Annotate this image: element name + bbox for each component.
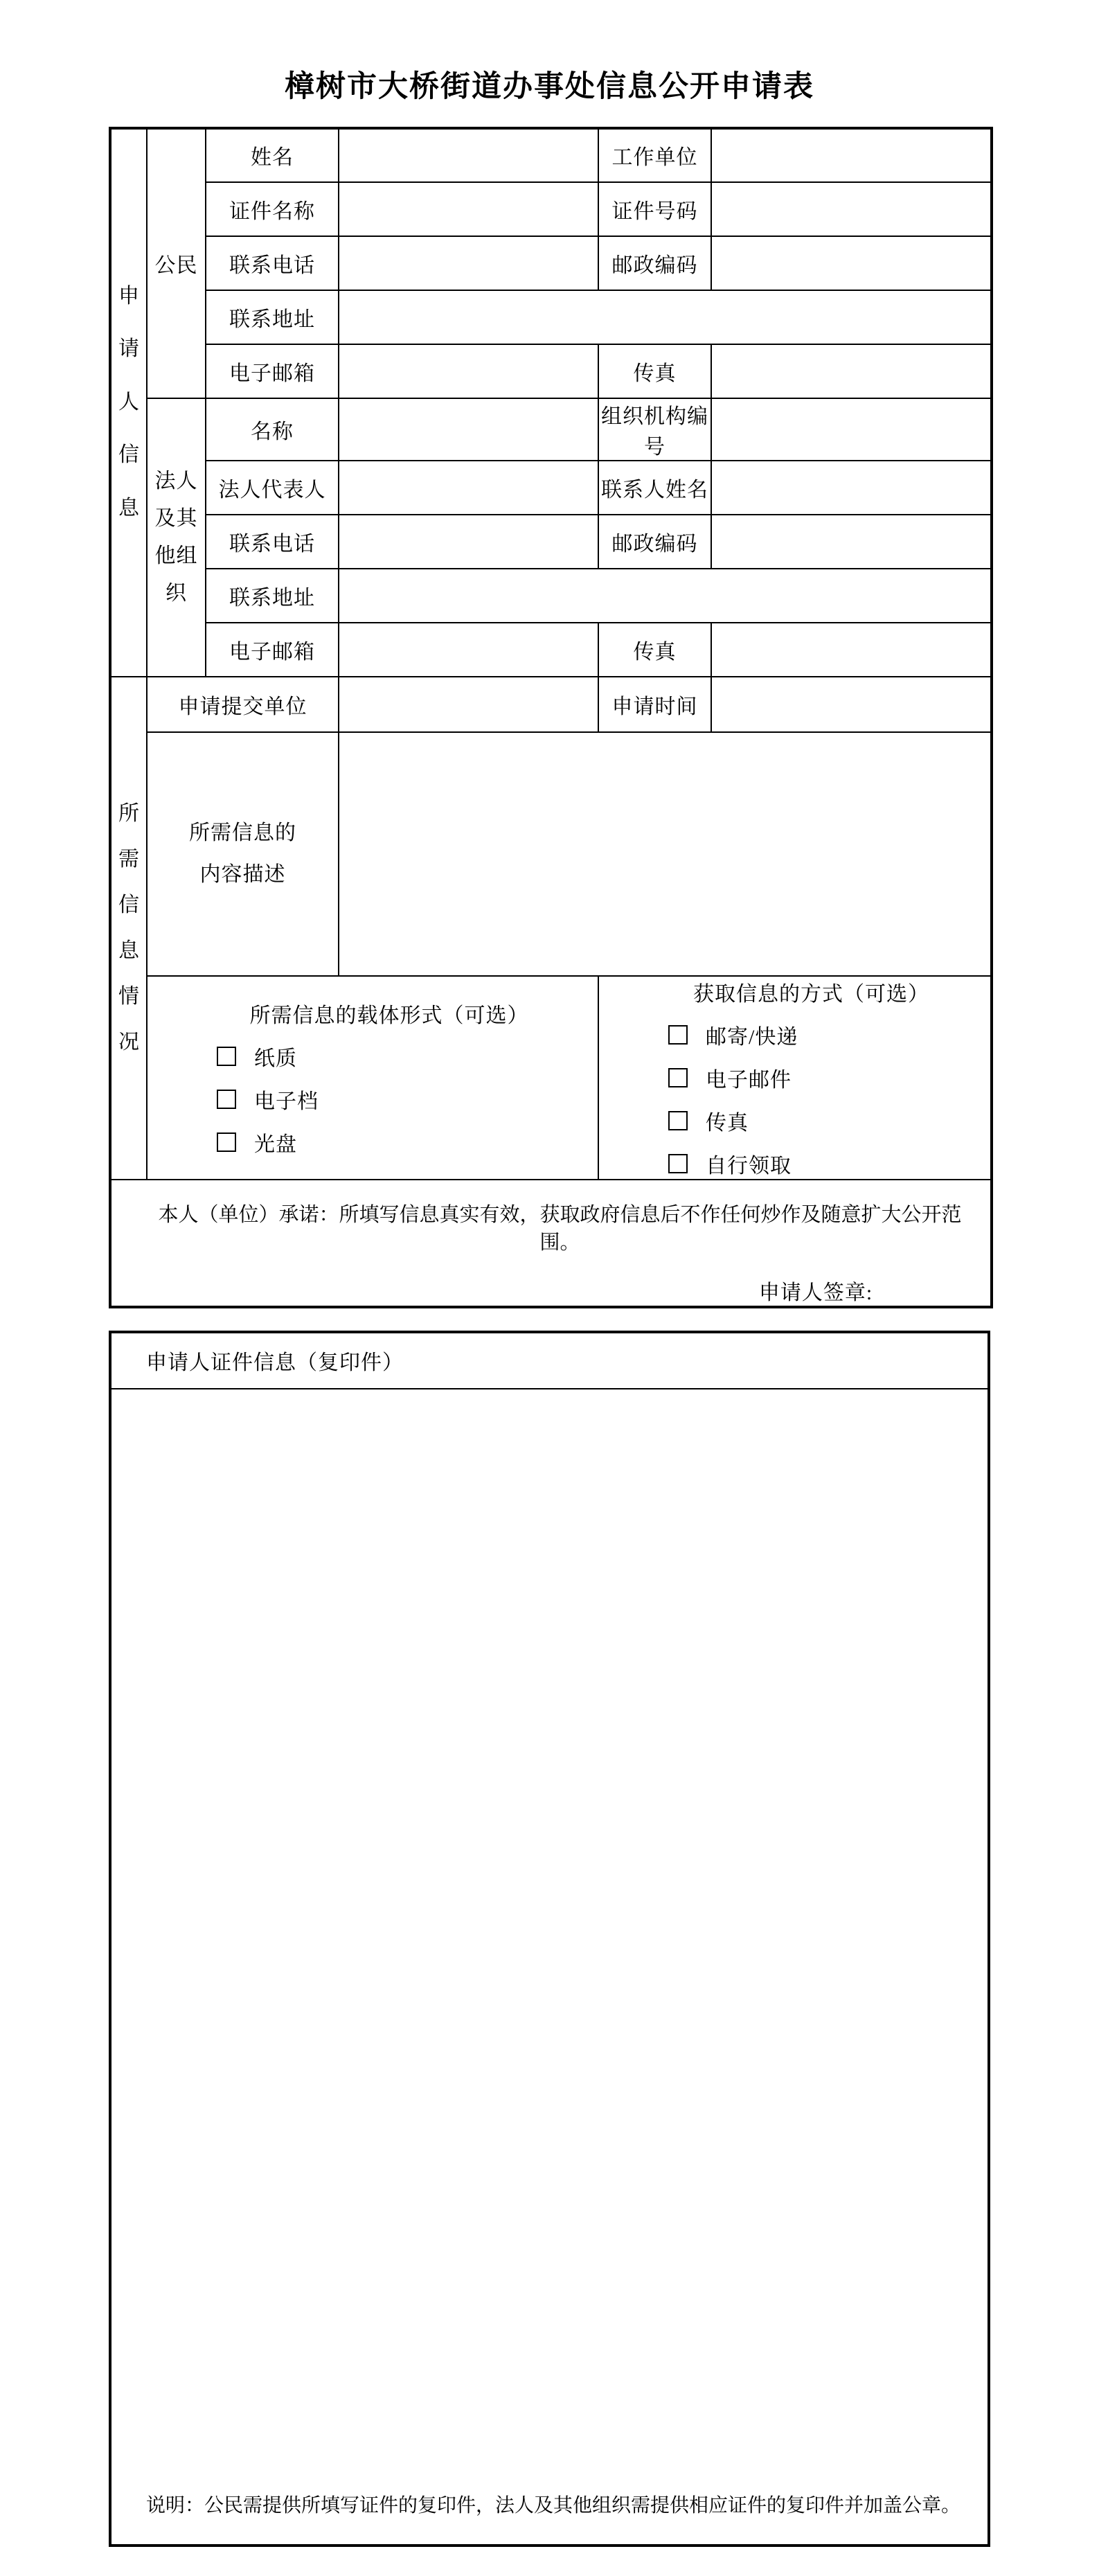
input-cell-org-email — [339, 623, 598, 677]
input-cell-citizen-name — [339, 128, 598, 182]
checkbox-option-self-pickup: 自行领取 — [632, 1148, 990, 1179]
input-cell-submit-time — [711, 677, 992, 732]
field-label-org-postal-code: 邮政编码 — [598, 515, 711, 569]
table-row — [110, 128, 992, 182]
carrier-format-title: 所需信息的载体形式（可选） — [249, 1004, 529, 1027]
group-label-legal-org: 法人及其他组织 — [147, 398, 206, 677]
checkbox-icon — [668, 1025, 688, 1045]
checkbox-option-fax: 传真 — [632, 1105, 990, 1136]
table-row — [110, 290, 992, 344]
input-cell-org-postal-code — [711, 515, 992, 569]
checkbox-icon — [217, 1090, 236, 1109]
field-label-fax: 传真 — [598, 344, 711, 398]
input-cell-citizen-phone — [339, 236, 598, 290]
field-label-id-name: 证件名称 — [206, 182, 339, 236]
id-copy-body — [111, 1389, 988, 2544]
input-cell-org-fax — [711, 623, 992, 677]
group-label-citizen: 公民 — [147, 128, 206, 398]
field-label-content-description: 所需信息的内容描述 — [147, 732, 339, 976]
form-note: 说明：公民需提供所填写证件的复印件，法人及其他组织需提供相应证件的复印件并加盖公章。 — [146, 2494, 961, 2516]
document-content — [109, 0, 990, 2547]
table-row — [110, 236, 992, 290]
field-label-legal-rep: 法人代表人 — [206, 461, 339, 515]
table-row — [110, 976, 992, 1180]
table-row — [110, 569, 992, 623]
checkbox-option-paper: 纸质 — [181, 1041, 598, 1072]
page-title: 樟树市大桥街道办事处信息公开申请表 — [285, 71, 814, 103]
input-cell-citizen-fax — [711, 344, 992, 398]
input-cell-citizen-address — [339, 290, 992, 344]
input-cell-citizen-email — [339, 344, 598, 398]
field-label-submit-unit: 申请提交单位 — [147, 677, 339, 732]
field-label-email: 电子邮箱 — [206, 344, 339, 398]
input-cell-legal-rep — [339, 461, 598, 515]
field-label-phone: 联系电话 — [206, 236, 339, 290]
section-label-applicant-info: 申请人信息 — [110, 128, 147, 677]
field-label-org-fax: 传真 — [598, 623, 711, 677]
field-label-postal-code: 邮政编码 — [598, 236, 711, 290]
table-row — [110, 1180, 992, 1307]
table-row — [110, 623, 992, 677]
field-label-id-number: 证件号码 — [598, 182, 711, 236]
table-row — [110, 515, 992, 569]
table-row — [110, 677, 992, 732]
commitment-cell — [110, 1180, 992, 1307]
section-label-request-info: 所需信息情况 — [110, 677, 147, 1180]
field-label-work-unit: 工作单位 — [598, 128, 711, 182]
table-row — [110, 182, 992, 236]
table-row — [110, 344, 992, 398]
checkbox-option-electronic: 电子档 — [181, 1084, 598, 1114]
input-cell-citizen-id-name — [339, 182, 598, 236]
id-copy-header: 申请人证件信息（复印件） — [111, 1333, 988, 1389]
field-label-contact-name: 联系人姓名 — [598, 461, 711, 515]
field-label-org-name: 名称 — [206, 398, 339, 461]
input-cell-citizen-work-unit — [711, 128, 992, 182]
checkbox-option-cd: 光盘 — [181, 1127, 598, 1157]
input-cell-citizen-postal-code — [711, 236, 992, 290]
input-cell-citizen-id-number — [711, 182, 992, 236]
checkbox-icon — [668, 1111, 688, 1130]
input-cell-org-address — [339, 569, 992, 623]
table-row — [110, 398, 992, 461]
field-label-address: 联系地址 — [206, 290, 339, 344]
checkbox-icon — [668, 1068, 688, 1087]
signature-label: 申请人签章: — [758, 1281, 873, 1304]
carrier-format-cell — [147, 976, 598, 1180]
checkbox-option-email: 电子邮件 — [632, 1063, 990, 1093]
field-label-submit-time: 申请时间 — [598, 677, 711, 732]
obtain-method-title: 获取信息的方式（可选） — [693, 982, 929, 1006]
field-label-org-email: 电子邮箱 — [206, 623, 339, 677]
id-copy-box — [109, 1331, 990, 2547]
checkbox-icon — [217, 1132, 236, 1152]
input-cell-org-phone — [339, 515, 598, 569]
table-row — [110, 732, 992, 976]
input-cell-org-name — [339, 398, 598, 461]
checkbox-icon — [668, 1154, 688, 1173]
checkbox-icon — [217, 1047, 236, 1066]
input-cell-content-description — [339, 732, 992, 976]
checkbox-option-mail: 邮寄/快递 — [632, 1020, 990, 1050]
input-cell-org-code — [711, 398, 992, 461]
application-form-table — [109, 127, 993, 1308]
table-row — [110, 461, 992, 515]
obtain-method-cell — [598, 976, 992, 1180]
input-cell-contact-name — [711, 461, 992, 515]
field-label-org-code: 组织机构编号 — [598, 398, 711, 461]
field-label-name: 姓名 — [206, 128, 339, 182]
field-label-org-phone: 联系电话 — [206, 515, 339, 569]
input-cell-submit-unit — [339, 677, 598, 732]
commitment-text: 本人（单位）承诺：所填写信息真实有效，获取政府信息后不作任何炒作及随意扩大公开范围。 — [158, 1203, 962, 1254]
field-label-org-address: 联系地址 — [206, 569, 339, 623]
